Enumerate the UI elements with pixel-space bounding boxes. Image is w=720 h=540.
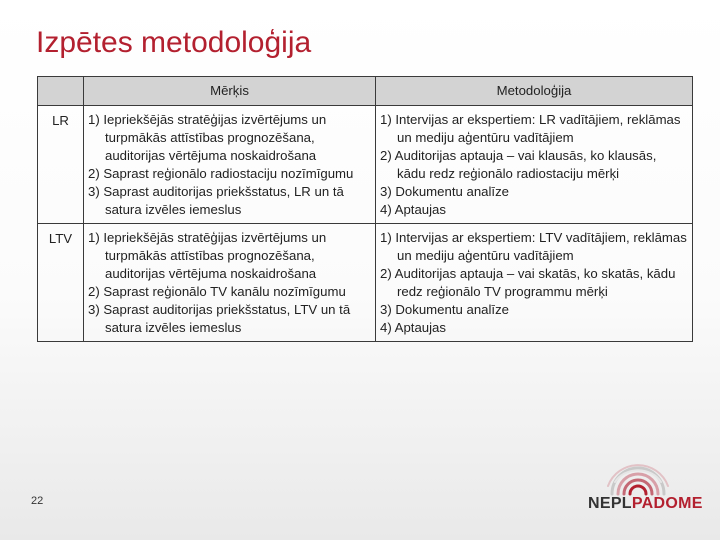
list-item: 4) Aptaujas: [380, 320, 446, 335]
table-row: [38, 106, 693, 224]
nepl-padome-logo: [588, 456, 703, 536]
logo-wordmark: [588, 495, 703, 513]
goals-cell-lr: [84, 106, 376, 224]
header-methodology: Metodoloģija: [376, 77, 693, 106]
list-item: 2) Auditorijas aptauja – vai klausās, ko klausās, kādu redz reģionālo radiostaciju mērķi: [380, 148, 657, 181]
header-goal: Mērķis: [84, 77, 376, 106]
list-item: 3) Saprast auditorijas priekšstatus, LR un tā satura izvēles iemeslus: [88, 184, 344, 217]
slide-title: Izpētes metodoloģija: [36, 26, 312, 59]
row-label-ltv: LTV: [38, 224, 84, 342]
goals-list: [88, 111, 371, 219]
list-item: 1) Iepriekšējās stratēģijas izvērtējums un turpmākās attīstības prognozēšana, auditorijas vērtējuma noskaidrošana: [88, 230, 327, 281]
goals-list: [88, 229, 371, 337]
list-item: 1) Iepriekšējās stratēģijas izvērtējums un turpmākās attīstības prognozēšana, auditorijas vērtējuma noskaidrošana: [88, 112, 327, 163]
list-item: 1) Intervijas ar ekspertiem: LTV vadītājiem, reklāmas un mediju aģentūru vadītājiem: [380, 230, 687, 263]
row-label-lr: LR: [38, 106, 84, 224]
list-item: 4) Aptaujas: [380, 202, 446, 217]
page-number: 22: [31, 495, 44, 507]
methods-list: [380, 111, 688, 219]
list-item: 3) Dokumentu analīze: [380, 184, 510, 199]
list-item: 3) Saprast auditorijas priekšstatus, LTV un tā satura izvēles iemeslus: [88, 302, 351, 335]
list-item: 2) Auditorijas aptauja – vai skatās, ko skatās, kādu redz reģionālo TV programmu mērķi: [380, 266, 676, 299]
logo-text-nepl: NEPL: [588, 495, 632, 512]
logo-text-padome: PADOME: [631, 495, 703, 512]
methods-cell-lr: [376, 106, 693, 224]
table-header-row: [38, 77, 693, 106]
logo-arcs-icon: [588, 456, 688, 496]
methods-list: [380, 229, 688, 337]
list-item: 1) Intervijas ar ekspertiem: LR vadītājiem, reklāmas un mediju aģentūru vadītājiem: [380, 112, 681, 145]
methodology-table: [37, 76, 693, 342]
methods-cell-ltv: [376, 224, 693, 342]
table-row: [38, 224, 693, 342]
goals-cell-ltv: [84, 224, 376, 342]
list-item: 3) Dokumentu analīze: [380, 302, 510, 317]
list-item: 2) Saprast reģionālo radiostaciju nozīmīgumu: [88, 166, 354, 181]
header-empty-cell: [38, 77, 84, 106]
list-item: 2) Saprast reģionālo TV kanālu nozīmīgumu: [88, 284, 346, 299]
